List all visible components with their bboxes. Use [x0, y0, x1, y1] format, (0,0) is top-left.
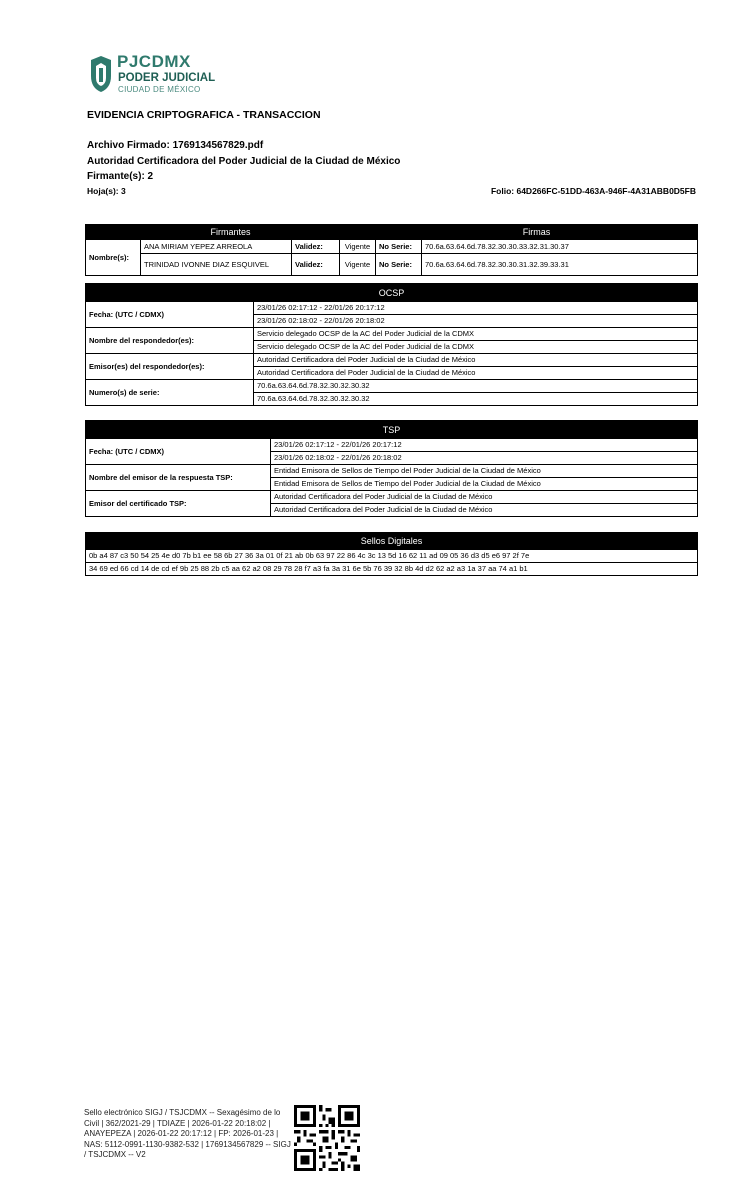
ocsp-emisor-label: Emisor(es) del respondedor(es): — [86, 354, 254, 380]
archivo-firmado: Archivo Firmado: 1769134567829.pdf — [87, 140, 264, 151]
hojas-count: Hoja(s): 3 — [87, 186, 126, 196]
tsp-emisor-resp-value: Entidad Emisora de Sellos de Tiempo del Poder Judicial de la Ciudad de México — [271, 478, 698, 491]
ocsp-fecha-value: 23/01/26 02:18:02 - 22/01/26 20:18:02 — [254, 315, 698, 328]
ocsp-respondedor-value: Servicio delegado OCSP de la AC del Poder Judicial de la CDMX — [254, 328, 698, 341]
firmante-nombre: ANA MIRIAM YEPEZ ARREOLA — [141, 240, 292, 254]
logo-emblem-icon — [88, 54, 114, 94]
tsp-emisor-resp-label: Nombre del emisor de la respuesta TSP: — [86, 465, 271, 491]
ocsp-fecha-label: Fecha: (UTC / CDMX) — [86, 302, 254, 328]
tsp-emisor-resp-value: Entidad Emisora de Sellos de Tiempo del Poder Judicial de la Ciudad de México — [271, 465, 698, 478]
pjcdmx-logo — [88, 52, 218, 98]
table-row — [86, 439, 698, 452]
validez-label: Validez: — [292, 254, 340, 276]
sello-value: 34 69 ed 66 cd 14 de cd ef 9b 25 88 2b c5 aa 62 a2 08 29 78 28 f7 a3 fa 3a 31 6e 5b 76 39 32 8b 4d d2 62 a2 a3 1a 37 aa 74 a1 b1 — [86, 563, 698, 576]
tsp-emisor-cert-value: Autoridad Certificadora del Poder Judicial de la Ciudad de México — [271, 491, 698, 504]
tsp-emisor-cert-value: Autoridad Certificadora del Poder Judicial de la Ciudad de México — [271, 504, 698, 517]
folio: Folio: 64D266FC-51DD-463A-946F-4A31ABB0D5FB — [490, 186, 696, 196]
ocsp-emisor-value: Autoridad Certificadora del Poder Judicial de la Ciudad de México — [254, 354, 698, 367]
sellos-header: Sellos Digitales — [86, 533, 698, 550]
sellos-table — [85, 532, 698, 576]
document-title: EVIDENCIA CRIPTOGRAFICA - TRANSACCION — [87, 109, 321, 121]
firmas-header-row — [86, 225, 698, 240]
tsp-emisor-cert-label: Emisor del certificado TSP: — [86, 491, 271, 517]
ocsp-respondedor-label: Nombre del respondedor(es): — [86, 328, 254, 354]
table-row — [86, 550, 698, 563]
tsp-table — [85, 420, 698, 517]
ocsp-emisor-value: Autoridad Certificadora del Poder Judicial de la Ciudad de México — [254, 367, 698, 380]
table-row — [86, 240, 698, 254]
validez-value: Vigente — [340, 240, 376, 254]
validez-label: Validez: — [292, 240, 340, 254]
firmas-table — [85, 224, 698, 276]
noserie-label: No Serie: — [376, 240, 422, 254]
logo-subtitle: PODER JUDICIAL — [118, 72, 216, 84]
ocsp-respondedor-value: Servicio delegado OCSP de la AC del Poder Judicial de la CDMX — [254, 341, 698, 354]
table-row — [86, 380, 698, 393]
tsp-header: TSP — [86, 421, 698, 439]
table-row — [86, 354, 698, 367]
ocsp-serie-value: 70.6a.63.64.6d.78.32.30.32.30.32 — [254, 380, 698, 393]
footer-sello-electronico: Sello electrónico SIGJ / TSJCDMX -- Sexagésimo de lo Civil | 362/2021-29 | TDIAZE | 2026-01-22 20:18:02 | ANAYEPEZA | 2026-01-22 20:17:12 | FP: 2026-01-23 | NAS: 5112-0991-1130-9382-532 | 1769134567829 -- SIGJ / TSJCDMX -- V2 — [84, 1108, 291, 1159]
ocsp-header: OCSP — [86, 284, 698, 302]
noserie-label: No Serie: — [376, 254, 422, 276]
firmante-nombre: TRINIDAD IVONNE DIAZ ESQUIVEL — [141, 254, 292, 276]
firmas-header: Firmas — [376, 225, 698, 240]
table-row — [86, 254, 698, 276]
tsp-fecha-value: 23/01/26 02:17:12 - 22/01/26 20:17:12 — [271, 439, 698, 452]
table-row — [86, 491, 698, 504]
ocsp-serie-value: 70.6a.63.64.6d.78.32.30.32.30.32 — [254, 393, 698, 406]
tsp-header-row — [86, 421, 698, 439]
ocsp-serie-label: Numero(s) de serie: — [86, 380, 254, 406]
tsp-fecha-label: Fecha: (UTC / CDMX) — [86, 439, 271, 465]
logo-brand-text: PJCDMX — [117, 52, 191, 71]
table-row — [86, 302, 698, 315]
table-row — [86, 465, 698, 478]
firmantes-count: Firmante(s): 2 — [87, 171, 154, 182]
tsp-fecha-value: 23/01/26 02:18:02 - 22/01/26 20:18:02 — [271, 452, 698, 465]
validez-value: Vigente — [340, 254, 376, 276]
qr-code-icon — [294, 1105, 360, 1171]
table-row — [86, 563, 698, 576]
ocsp-table — [85, 283, 698, 406]
noserie-value: 70.6a.63.64.6d.78.32.30.30.33.32.31.30.37 — [422, 240, 698, 254]
noserie-value: 70.6a.63.64.6d.78.32.30.30.31.32.39.33.31 — [422, 254, 698, 276]
firmantes-header: Firmantes — [86, 225, 376, 240]
logo-subtitle-city: CIUDAD DE MÉXICO — [118, 85, 201, 94]
ocsp-fecha-value: 23/01/26 02:17:12 - 22/01/26 20:17:12 — [254, 302, 698, 315]
sellos-header-row — [86, 533, 698, 550]
sello-value: 0b a4 87 c3 50 54 25 4e d0 7b b1 ee 58 6b 27 36 3a 01 0f 21 ab 0b 63 97 22 86 4c 3c 13 5d 16 62 11 ad 09 05 36 d3 d5 e6 97 2f 7e — [86, 550, 698, 563]
table-row — [86, 328, 698, 341]
ocsp-header-row — [86, 284, 698, 302]
nombre-label: Nombre(s): — [86, 240, 141, 276]
autoridad-certificadora: Autoridad Certificadora del Poder Judicial de la Ciudad de México — [87, 156, 401, 167]
